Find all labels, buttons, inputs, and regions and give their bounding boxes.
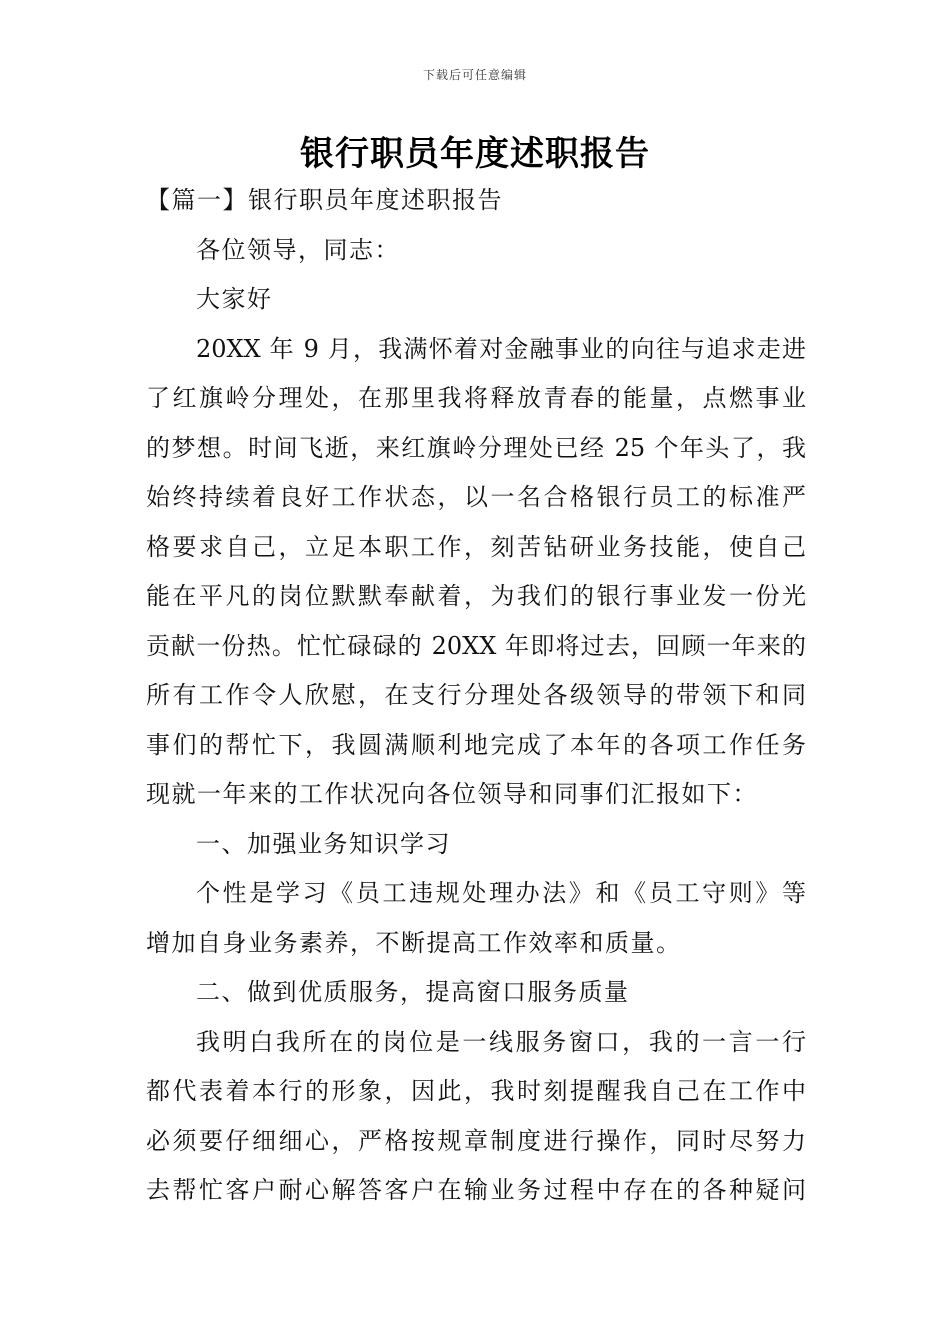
- document-title: 银行职员年度述职报告: [300, 134, 650, 174]
- document-body: [146, 176, 806, 1216]
- body-line: 现就一年来的工作状况向各位领导和同事们汇报如下：: [146, 780, 758, 808]
- body-line: 个性是学习《员工违规处理办法》和《员工守则》等: [196, 879, 806, 907]
- body-line: 去帮忙客户耐心解答客户在输业务过程中存在的各种疑问: [146, 1176, 806, 1204]
- header-note: 下载后可任意编辑: [422, 68, 527, 82]
- body-line: 了红旗岭分理处，在那里我将释放青春的能量，点燃事业: [146, 384, 806, 412]
- body-line: 我明白我所在的岗位是一线服务窗口，我的一言一行: [196, 1027, 806, 1056]
- body-line: 始终持续着良好工作状态，以一名合格银行员工的标准严: [146, 483, 806, 511]
- subheading-2: 二、做到优质服务，提高窗口服务质量: [196, 978, 630, 1006]
- section-heading: 【篇一】银行职员年度述职报告: [146, 186, 503, 214]
- body-line: 20XX 年 9 月，我满怀着对金融事业的向往与追求走进: [196, 334, 806, 363]
- body-line: 增加自身业务素养，不断提高工作效率和质量。: [146, 928, 682, 957]
- body-line: 的梦想。时间飞逝，来红旗岭分理处已经 25 个年头了，我: [146, 433, 806, 462]
- greeting: 大家好: [196, 285, 273, 313]
- body-line: 所有工作令人欣慰，在支行分理处各级领导的带领下和同: [146, 681, 806, 709]
- subheading-1: 一、加强业务知识学习: [196, 829, 451, 858]
- body-line: 格要求自己，立足本职工作，刻苦钻研业务技能，使自己: [146, 532, 806, 561]
- body-line: 都代表着本行的形象，因此，我时刻提醒我自己在工作中: [146, 1077, 806, 1105]
- body-line: 事们的帮忙下，我圆满顺利地完成了本年的各项工作任务: [146, 730, 806, 759]
- body-line: 必须要仔细细心，严格按规章制度进行操作，同时尽努力: [146, 1126, 806, 1155]
- body-line: 贡献一份热。忙忙碌碌的 20XX 年即将过去，回顾一年来的: [146, 631, 806, 660]
- body-line: 能在平凡的岗位默默奉献着，为我们的银行事业发一份光: [146, 582, 806, 610]
- salutation: 各位领导，同志：: [196, 235, 400, 264]
